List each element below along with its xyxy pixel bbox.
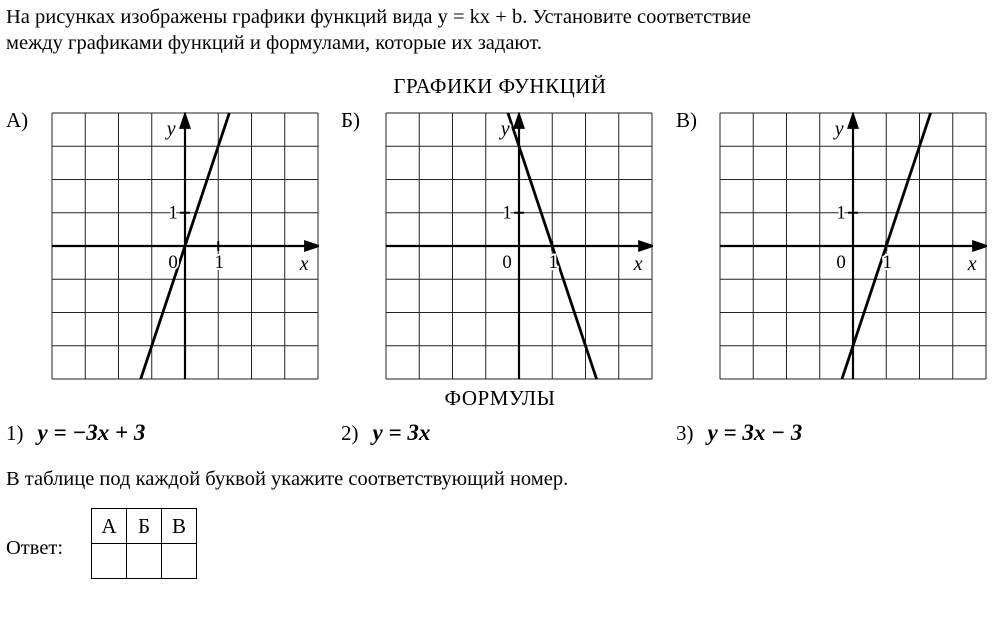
answer-table-input-row [92,544,197,579]
x-axis-label: x [299,252,309,275]
x-unit-label: 1 [214,251,224,273]
x-axis-arrow-icon [638,240,653,252]
origin-label: 0 [168,251,178,273]
y-axis-arrow-icon [179,112,191,129]
instruction-text: В таблице под каждой буквой укажите соответствующий номер. [6,468,569,490]
origin-label: 0 [836,251,846,273]
y-unit-label: 1 [836,202,846,224]
answer-table [91,508,197,579]
formula-3 [676,420,802,446]
intro-line-1: На рисунках изображены графики функций вида y = kx + b. Установите соответствие [6,6,751,28]
formula-3-number: 3) [676,421,694,445]
formula-1 [6,420,145,446]
graph-b [385,112,653,380]
answer-label: Ответ: [6,537,64,559]
x-axis-arrow-icon [304,240,319,252]
graphs-title: ГРАФИКИ ФУНКЦИЙ [393,74,607,98]
formulas-title: ФОРМУЛЫ [444,386,556,410]
x-unit-label: 1 [548,251,558,273]
answer-header-v: В [162,509,197,544]
x-unit-label: 1 [882,251,892,273]
formula-1-number: 1) [6,421,24,445]
answer-header-b: Б [127,509,162,544]
answer-cell-v[interactable] [162,544,197,579]
answer-header-a: А [92,509,127,544]
formula-2 [341,420,430,446]
problem-statement [6,4,996,56]
y-axis-label: y [834,117,844,140]
answer-cell-b[interactable] [127,544,162,579]
graph-label-b: Б) [341,108,361,132]
graph-grid-group [386,112,653,379]
x-axis-label: x [967,252,977,275]
answer-cell-a[interactable] [92,544,127,579]
graph-label-v: В) [676,108,697,132]
answer-table-header-row [92,509,197,544]
origin-label: 0 [502,251,512,273]
graph-label-a: А) [6,108,29,132]
y-unit-label: 1 [502,202,512,224]
formula-1-expression: y = −3x + 3 [37,420,146,445]
y-axis-label: y [500,117,510,140]
formula-2-expression: y = 3x [372,420,431,445]
y-axis-arrow-icon [847,112,859,129]
graph-v [719,112,987,380]
y-axis-label: y [166,117,176,140]
y-unit-label: 1 [168,202,178,224]
x-axis-label: x [633,252,643,275]
intro-line-2: между графиками функций и формулами, которые их задают. [6,32,543,54]
graph-a [51,112,319,380]
formula-3-expression: y = 3x − 3 [707,420,803,445]
formula-2-number: 2) [341,421,359,445]
graph-grid-group [52,112,319,379]
y-axis-arrow-icon [513,112,525,129]
graph-grid-group [720,112,987,379]
x-axis-arrow-icon [972,240,987,252]
